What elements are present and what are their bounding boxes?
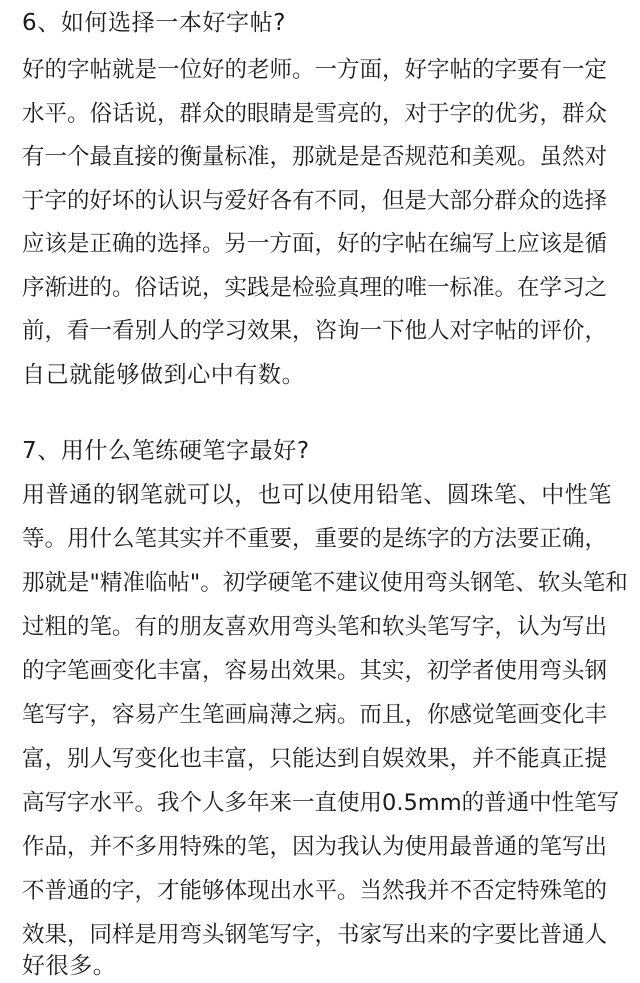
section-7-line-2: 等。用什么笔其实并不重要，重要的是练字的方法要正确， (22, 526, 608, 552)
section-7-line-10: 不普通的字，才能够体现出水平。当然我并不否定特殊笔的 (22, 878, 608, 904)
section-6-line-2: 水平。俗话说，群众的眼睛是雪亮的，对于字的优劣，群众 (22, 101, 608, 127)
section-7-line-7: 富，别人写变化也丰富，只能达到自娱效果，并不能真正提 (22, 746, 608, 772)
section-6-line-1: 好的字帖就是一位好的老师。一方面，好字帖的字要有一定 (22, 57, 608, 83)
section-6-line-3: 有一个最直接的衡量标准，那就是是否规范和美观。虽然对 (22, 144, 608, 170)
section-6-line-8: 自己就能够做到心中有数。 (22, 362, 306, 388)
section-7-line-5: 的字笔画变化丰富，容易出效果。其实，初学者使用弯头钢 (22, 658, 608, 684)
section-6-line-5: 应该是正确的选择。另一方面，好的字帖在编写上应该是循 (22, 231, 608, 257)
section-7-line-11: 效果，同样是用弯头钢笔写字，书家写出来的字要比普通人 (22, 922, 608, 948)
section-6-line-4: 于字的好坏的认识与爱好各有不同，但是大部分群众的选择 (22, 188, 608, 214)
section-7-line-12: 好很多。 (22, 953, 117, 979)
section-6-heading: 6、如何选择一本好字帖? (22, 10, 287, 36)
section-7-line-1: 用普通的钢笔就可以，也可以使用铅笔、圆珠笔、中性笔 (22, 482, 612, 508)
section-7-line-9: 作品，并不多用特殊的笔，因为我认为使用最普通的笔写出 (22, 834, 608, 860)
section-6-line-7: 前，看一看别人的学习效果，咨询一下他人对字帖的评价， (22, 318, 608, 344)
section-7-heading: 7、用什么笔练硬笔字最好? (22, 438, 310, 464)
section-6-line-6: 序渐进的。俗话说，实践是检验真理的唯一标准。在学习之 (22, 275, 608, 301)
section-7-line-3: 那就是"精准临帖"。初学硬笔不建议使用弯头钢笔、软头笔和 (22, 570, 628, 596)
section-7-line-8: 高写字水平。我个人多年来一直使用0.5mm的普通中性笔写 (22, 790, 620, 816)
section-7-line-4: 过粗的笔。有的朋友喜欢用弯头笔和软头笔写字，认为写出 (22, 614, 608, 640)
section-7-line-6: 笔写字，容易产生笔画扁薄之病。而且，你感觉笔画变化丰 (22, 702, 608, 728)
